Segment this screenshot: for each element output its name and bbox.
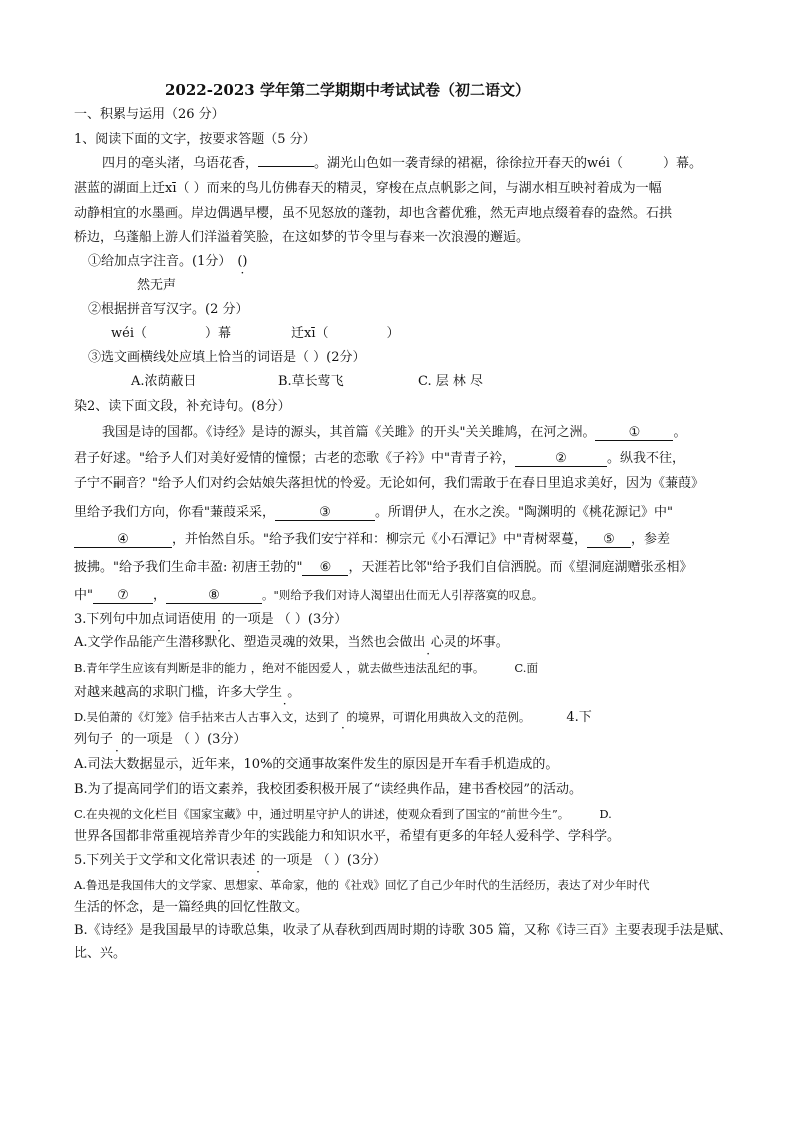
q4-stem xyxy=(74,731,246,749)
q5-option-a-line1[interactable]: A.鲁迅是我国伟大的文学家、思想家、革命家，他的《社戏》回忆了自己少年时代的生活经历，表达了对少年时代 xyxy=(74,878,650,892)
q4-lead: 4.下 xyxy=(566,710,592,725)
emphasis-dots xyxy=(113,732,121,747)
q5-option-a-line2: 生活的怀念，是一篇经典的回忆性散文。 xyxy=(74,900,309,915)
q1-paragraph-line2: 湛蓝的湖面上迁xī（ ）而来的鸟儿仿佛春天的精灵，穿梭在点点帆影之间，与湖水相互映衬着成为一幅 xyxy=(74,181,662,196)
pinyin-xi-end: ） xyxy=(386,326,400,341)
q3-c-text: 。 xyxy=(287,685,301,700)
q1-answer-blank[interactable] xyxy=(258,166,314,167)
q1-text: 。湖光山色如一袭青绿的裙裾，徐徐拉开春天的wéi（ xyxy=(314,156,623,171)
q2-line4 xyxy=(74,504,673,522)
q3-b-text: B.青年学生应该有判断是非的能力 ，绝对不能因爱人 ，就去做些违法乱纪的事。 xyxy=(74,661,485,675)
q2-text: 。"则给予我们对诗人渴望出仕而无人引荐落寞的叹息。 xyxy=(262,588,544,602)
q5-option-b-line1[interactable]: B.《诗经》是我国最早的诗歌总集，收录了从春秋到西周时期的诗歌 305 篇，又称《诗三百》主要表现手法是赋、 xyxy=(74,923,732,938)
q1-text: 四月的亳头渚，乌语花香， xyxy=(102,156,259,171)
q1-sub2: ②根据拼音写汉字。(2 分） xyxy=(88,302,249,317)
q2-text: 里给予我们方向，你看"蒹葭采采， xyxy=(74,505,275,520)
q3-stem-text: 的一项是 （ ）(3分） xyxy=(221,612,348,627)
q4-c-text: C.在央视的文化栏目《国家宝藏》中，通过明星守护人的讲述，使观众看到了国宝的“前世今生”。 xyxy=(74,807,570,821)
q3-option-d[interactable] xyxy=(74,708,592,727)
poem-blank-4[interactable]: ④ xyxy=(74,532,172,548)
q1-sub2-answers xyxy=(111,325,400,343)
q1-paragraph-line3: 动静相宜的水墨画。岸边偶遇早樱，虽不见怒放的蓬勃，却也含蓄优雅，然无声地点缀着春的盎然。石拱 xyxy=(74,206,673,221)
emphasis-dots xyxy=(255,853,260,868)
q3-d-text: 的境界，可谓化用典故入文的范例。 xyxy=(346,710,531,724)
q2-line7 xyxy=(74,586,543,605)
q4-d-lead: D. xyxy=(599,807,612,821)
emphasis-dots xyxy=(339,710,346,724)
q2-text: 。所谓伊人，在水之涘。"陶渊明的《桃花源记》中" xyxy=(374,505,673,520)
q1-text: ）幕。 xyxy=(663,156,703,171)
poem-blank-6[interactable]: ⑥ xyxy=(302,560,348,576)
q2-text: ， xyxy=(152,588,166,603)
pinyin-xi: 迁xī（ xyxy=(291,326,329,341)
q1-sub1-prompt: ①给加点字注音。(1分） xyxy=(88,254,232,269)
q2-text: 我国是诗的国都。《诗经》是诗的源头，其首篇《关雎》的开头"关关雎鸠，在河之洲。 xyxy=(102,425,596,440)
q5-stem xyxy=(74,852,386,870)
q4-stem-text: 列句子 xyxy=(74,732,114,747)
q2-text: ，天涯若比邻"给予我们自信洒脱。而《望洞庭湖赠张丞相》 xyxy=(348,560,693,575)
q4-option-c[interactable] xyxy=(74,805,612,823)
q2-text: 。纵我不往， xyxy=(606,451,685,466)
q2-stem: 染2、读下面文段，补充诗句。(8分） xyxy=(74,399,291,414)
q2-line6 xyxy=(74,559,692,577)
q1-sub3: ③选文画横线处应填上恰当的词语是（ ）(2分） xyxy=(88,350,366,365)
q4-stem-text: 的一项是 （ ）(3分） xyxy=(120,732,247,747)
emphasis-dots xyxy=(282,685,287,700)
q2-text: ，参差 xyxy=(630,532,670,547)
q2-line1 xyxy=(102,424,687,442)
q3-a-text: 心灵的坏事。 xyxy=(430,635,509,650)
pinyin-wei: wéi（ xyxy=(111,326,147,341)
poem-blank-5[interactable]: ⑤ xyxy=(587,532,631,548)
emphasis-dots xyxy=(426,635,431,650)
q2-text: 。 xyxy=(673,425,687,440)
q1-sub1-word: 然无声 xyxy=(137,278,177,293)
q4-option-a[interactable]: A.司法大数据显示，近年来，10%的交通事故案件发生的原因是开车看手机造成的。 xyxy=(74,757,559,772)
q2-line5 xyxy=(74,531,670,549)
poem-blank-2[interactable]: ② xyxy=(515,451,607,467)
q3-c-text: 对越来越高的求职门槛，许多大学生 xyxy=(74,685,283,700)
pinyin-wei-end: ）幕 xyxy=(204,326,231,341)
q1-option-a[interactable]: A.浓荫蔽日 xyxy=(131,374,197,389)
q3-option-c[interactable] xyxy=(74,684,300,702)
q2-text: ，并怡然自乐。"给予我们安宁祥和：柳宗元《小石潭记》中"青树翠蔓， xyxy=(172,532,587,547)
q2-text: 披拂。"给予我们生命丰盈: 初唐王勃的" xyxy=(74,560,303,575)
q3-option-b[interactable] xyxy=(74,659,538,677)
poem-blank-3[interactable]: ③ xyxy=(275,505,375,521)
q3-a-text: A.文学作品能产生潜移默化、塑造灵魂的效果，当然也会做出 xyxy=(74,635,426,650)
section-heading: 一、积累与运用（26 分） xyxy=(74,107,225,122)
q1-option-b[interactable]: B.草长莺飞 xyxy=(278,374,344,389)
q1-option-c[interactable]: C. 层 林 尽 xyxy=(418,374,484,389)
poem-blank-8[interactable]: ⑧ xyxy=(166,588,262,604)
q1-sub1-paren[interactable]: () · xyxy=(237,254,247,269)
q2-line3: 子宁不嗣音？"给予人们对约会姑娘失落担忧的怜爱。无论如何，我们需敢于在春日里追求美好，因为《蒹葭》 xyxy=(74,476,704,491)
q5-stem-text: 5.下列关于文学和文化常识表述 xyxy=(74,853,256,868)
q3-d-text: D.吴伯萧的《灯笼》信手拈来古人古事入文，达到了 xyxy=(74,710,340,724)
q2-line2 xyxy=(74,450,685,468)
q3-stem xyxy=(74,611,347,629)
q1-paragraph-line1 xyxy=(102,155,702,173)
poem-blank-1[interactable]: ① xyxy=(595,425,673,441)
q2-text: 中" xyxy=(74,588,93,603)
q5-option-b-line2: 比、兴。 xyxy=(74,946,127,961)
q3-c-lead: C.面 xyxy=(514,661,538,675)
q1-sub1 xyxy=(88,253,248,271)
q3-stem-text: 3.下列句中加点词语使用 xyxy=(74,612,217,627)
exam-title: 2022-2023 学年第二学期期中考试试卷（初二语文） xyxy=(165,81,530,99)
q5-stem-text: 的一项是 （ ）(3分） xyxy=(260,853,387,868)
q2-text: 君子好逑。"给予人们对美好爱情的憧憬；古老的恋歌《子衿》中"青青子衿， xyxy=(74,451,515,466)
q4-option-b[interactable]: B.为了提高同学们的语文素养，我校团委积极开展了“读经典作品，建书香校园”的活动。 xyxy=(74,782,582,797)
q1-stem: 1、阅读下面的文字，按要求答题（5 分） xyxy=(74,132,316,147)
q4-option-d[interactable]: 世界各国都非常重视培养青少年的实践能力和知识水平，希望有更多的年轻人爱科学、学科学。 xyxy=(74,829,621,844)
q1-paragraph-line4: 桥边，乌蓬船上游人们洋溢着笑脸，在这如梦的节令里与春来一次浪漫的邂逅。 xyxy=(74,230,530,245)
poem-blank-7[interactable]: ⑦ xyxy=(93,588,153,604)
emphasis-dots xyxy=(216,612,221,627)
q3-option-a[interactable] xyxy=(74,634,509,652)
